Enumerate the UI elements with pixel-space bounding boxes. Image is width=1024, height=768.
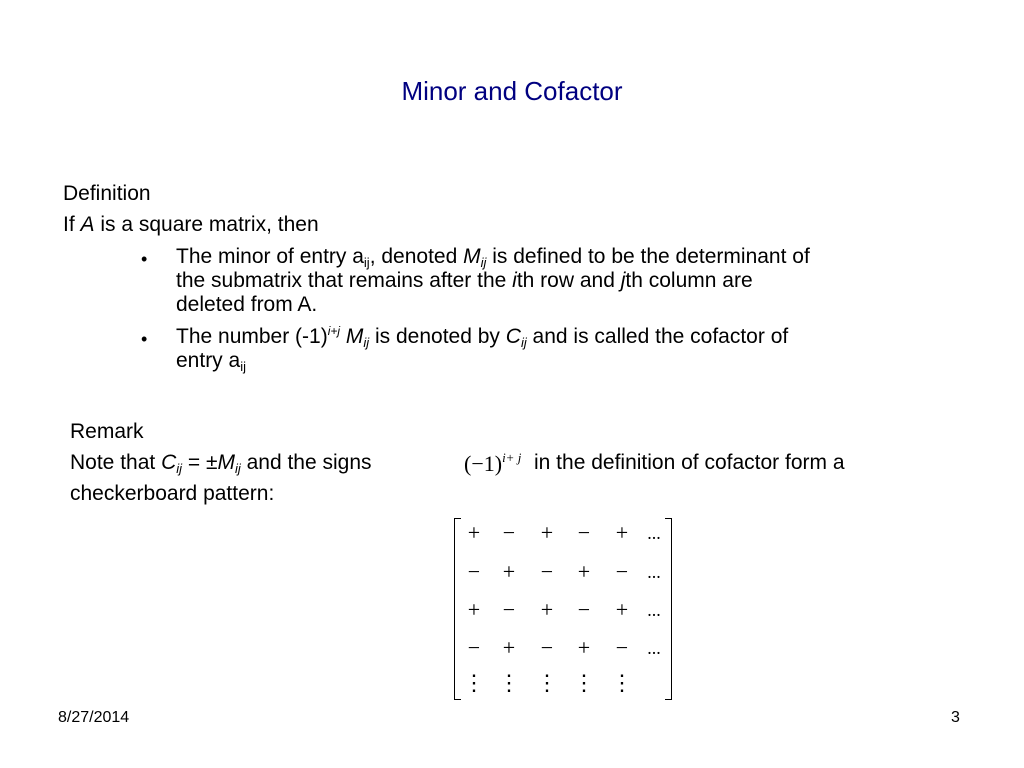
b2-part3: and is called the cofactor of (526, 325, 789, 348)
matrix-cell-r5-c1: ⋮ (463, 670, 485, 695)
b2-sup: i+j (327, 324, 341, 338)
matrix-cell-r2-c3: − (540, 559, 554, 584)
remark-line-1 (70, 451, 372, 477)
b2-part2: is denoted by (369, 325, 506, 348)
matrix-cell-r3-c4: − (577, 597, 591, 622)
b1-line2j: j (620, 269, 626, 292)
b1-line2c: th column are (625, 269, 753, 292)
matrix-cell-r4-c5: − (615, 635, 629, 660)
b2-c-sub: ij (520, 335, 527, 350)
b1-part2: , denoted (369, 245, 464, 268)
b2-line2-sub: ij (240, 359, 246, 374)
note-eq: = ± (182, 451, 218, 474)
b2-var: M (340, 325, 364, 348)
b2-c: C (505, 325, 521, 348)
matrix-cell-r3-c2: − (502, 597, 516, 622)
b2-part1: The number (-1) (176, 325, 328, 348)
formula-sup: i+ j (502, 450, 522, 465)
b2-line2: entry a (176, 349, 241, 372)
intro-rest: is a square matrix, then (94, 213, 319, 236)
matrix-cell-r5-c4: ⋮ (573, 670, 595, 695)
note-prefix: Note that (70, 451, 162, 474)
remark-suffix: in the definition of cofactor form a (534, 451, 845, 474)
note-c: C (161, 451, 177, 474)
bullet-2-line-1 (176, 325, 788, 351)
matrix-cell-r1-c1: + (467, 520, 481, 545)
b1-part1: The minor of entry a (176, 245, 364, 268)
bullet-2-line-2 (176, 349, 246, 375)
remark-heading: Remark (70, 420, 144, 443)
note-c-sub: ij (176, 461, 183, 476)
checkerboard-matrix (454, 516, 674, 702)
matrix-cell-r2-c5: − (615, 559, 629, 584)
matrix-cell-r3-c1: + (467, 597, 481, 622)
b1-line2a: the submatrix that remains after the (176, 269, 513, 292)
matrix-cell-r2-c2: + (502, 559, 516, 584)
bullet-1-line-1 (176, 245, 810, 271)
b1-var-sub: ij (480, 255, 487, 270)
b2-var-sub: ij (363, 335, 370, 350)
slide-title: Minor and Cofactor (401, 76, 623, 106)
matrix-cell-r1-c6: ... (647, 523, 661, 543)
matrix-cell-r4-c1: − (467, 635, 481, 660)
b1-line2b: th row and (516, 269, 621, 292)
matrix-cell-r1-c2: − (502, 520, 516, 545)
intro-var: A (80, 213, 95, 236)
bullet-2-marker: • (141, 329, 148, 349)
matrix-cell-r2-c1: − (467, 559, 481, 584)
intro-prefix: If (63, 213, 81, 236)
b1-line2i: i (512, 269, 517, 292)
formula-base: (−1) (464, 451, 503, 476)
b1-var: M (463, 245, 481, 268)
footer-date: 8/27/2014 (58, 709, 130, 726)
remark-formula (464, 452, 521, 479)
matrix-cell-r4-c3: − (540, 635, 554, 660)
bullet-1-marker: • (141, 249, 148, 269)
matrix-cell-r2-c4: + (577, 559, 591, 584)
matrix-cell-r3-c6: ... (647, 600, 661, 620)
matrix-cell-r3-c5: + (615, 597, 629, 622)
footer-page-number: 3 (951, 709, 960, 726)
note-m-sub: ij (234, 461, 241, 476)
matrix-cell-r2-c6: ... (647, 562, 661, 582)
matrix-cell-r1-c5: + (615, 520, 629, 545)
matrix-cell-r5-c2: ⋮ (498, 670, 520, 695)
matrix-cell-r4-c2: + (502, 635, 516, 660)
matrix-cell-r3-c3: + (540, 597, 554, 622)
definition-intro (63, 213, 319, 237)
b1-part3: is defined to be the determinant of (486, 245, 810, 268)
b1-sub1: ij (363, 255, 370, 270)
matrix-cell-r5-c5: ⋮ (611, 670, 633, 695)
matrix-cell-r5-c3: ⋮ (536, 670, 558, 695)
matrix-cell-r1-c4: − (577, 520, 591, 545)
definition-heading: Definition (63, 182, 151, 205)
matrix-cell-r1-c3: + (540, 520, 554, 545)
remark-line-2: checkerboard pattern: (70, 482, 275, 505)
note-mid: and the signs (240, 451, 372, 474)
bullet-1-line-3: deleted from A. (176, 293, 318, 316)
matrix-cell-r4-c6: ... (647, 638, 661, 658)
matrix-cell-r4-c4: + (577, 635, 591, 660)
bullet-1-line-2 (176, 269, 753, 293)
note-m: M (217, 451, 235, 474)
